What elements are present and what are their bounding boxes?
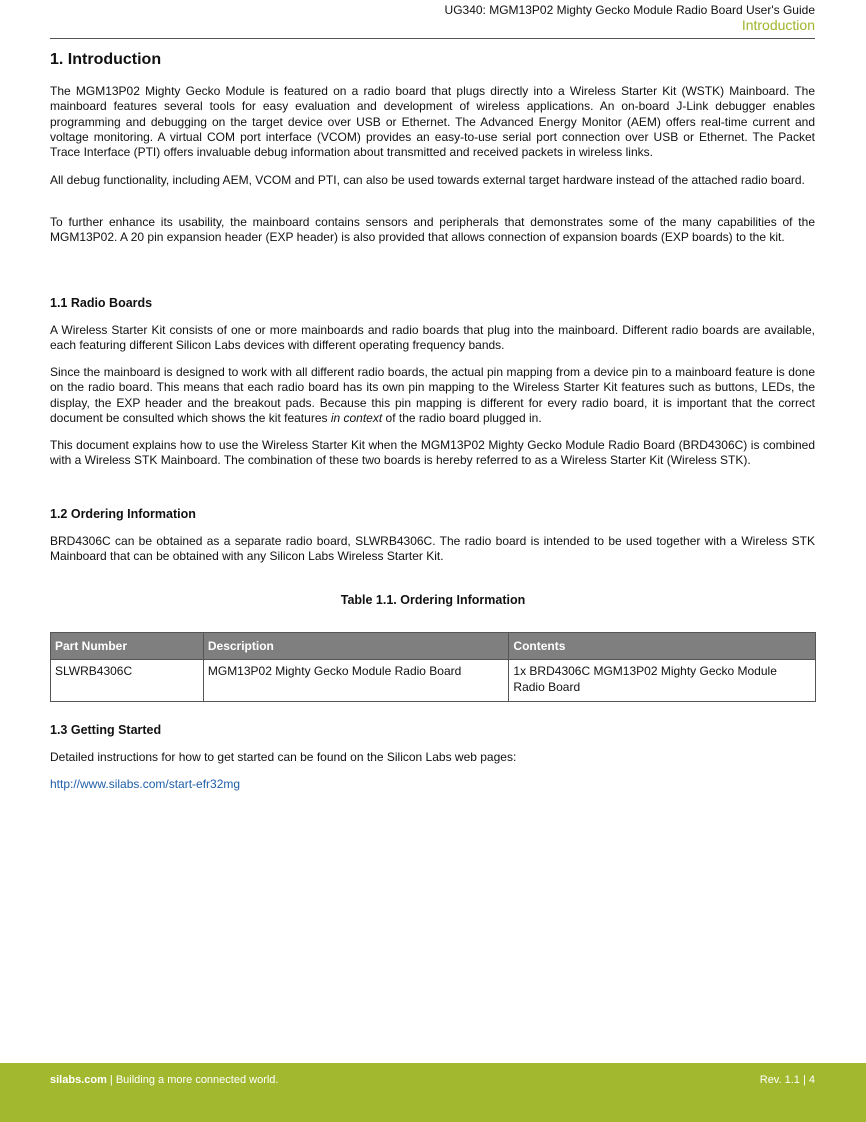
getting-started-paragraph: Detailed instructions for how to get started can be found on the Silicon Labs web pages: — [50, 750, 517, 764]
section-name: Introduction — [741, 17, 815, 33]
column-header: Description — [203, 633, 509, 660]
heading-introduction: 1. Introduction — [50, 51, 162, 68]
ordering-paragraph: BRD4306C can be obtained as a separate radio board, SLWRB4306C. The radio board is intended to be used together with a Wireless STK Mainboard that can be obtained with any Silicon Labs Wireless Starter Kit. — [50, 534, 815, 564]
document-title: UG340: MGM13P02 Mighty Gecko Module Radio Board User's Guide — [444, 3, 815, 17]
table-row — [51, 660, 816, 702]
table-header-row — [51, 633, 816, 660]
heading-radio-boards: 1.1 Radio Boards — [50, 296, 153, 310]
intro-paragraph-3: To further enhance its usability, the mainboard contains sensors and peripherals that demonstrates some of the many capabilities of the MGM13P02. A 20 pin expansion header (EXP header) is also provided that allows connection of expansion boards (EXP boards) to the kit. — [50, 215, 815, 245]
heading-ordering-information: 1.2 Ordering Information — [50, 507, 196, 521]
heading-getting-started: 1.3 Getting Started — [50, 723, 162, 737]
header-divider — [50, 38, 815, 39]
footer-revision-page: Rev. 1.1 | 4 — [759, 1074, 815, 1086]
radio-boards-paragraph-1: A Wireless Starter Kit consists of one or more mainboards and radio boards that plug into the mainboard. Different radio boards are available, each featuring different Silicon Labs devices with different operating frequency bands. — [50, 323, 815, 353]
column-header: Part Number — [51, 633, 204, 660]
column-header: Contents — [509, 633, 816, 660]
intro-paragraph-2: All debug functionality, including AEM, VCOM and PTI, can also be used towards external target hardware instead of the attached radio board. — [50, 173, 805, 187]
text: of the radio board plugged in. — [382, 410, 542, 425]
radio-boards-paragraph-2 — [50, 365, 815, 426]
ordering-table — [50, 632, 816, 702]
start-link[interactable]: http://www.silabs.com/start-efr32mg — [50, 777, 241, 791]
radio-boards-paragraph-3: This document explains how to use the Wireless Starter Kit when the MGM13P02 Mighty Gecko Module Radio Board (BRD4306C) is combined with a Wireless STK Mainboard. The combination of these two boards is hereby referred to as a Wireless Starter Kit (Wireless STK). — [50, 438, 815, 468]
page-footer — [0, 1063, 866, 1122]
table-cell: MGM13P02 Mighty Gecko Module Radio Board — [203, 660, 509, 702]
text: Since the mainboard is designed to work with all different radio boards, the actual pin mapping from a device pin to a mainboard feature is done on the radio board. This means that each radio board has its own pin mapping to the Wireless Starter Kit features such as buttons, LEDs, the display, the EXP header and the breakout pads. Because this pin mapping is different for every radio board, it is important that the correct document be consulted which shows the kit features — [50, 365, 815, 425]
table-caption: Table 1.1. Ordering Information — [340, 593, 526, 607]
table-cell: SLWRB4306C — [51, 660, 204, 702]
intro-paragraph-1: The MGM13P02 Mighty Gecko Module is featured on a radio board that plugs directly into a Wireless Starter Kit (WSTK) Mainboard. The mainboard features several tools for easy evaluation and development of wireless applications. An on-board J-Link debugger enables programming and debugging on the target device over USB or Ethernet. The Advanced Energy Monitor (AEM) offers real-time current and voltage monitoring. A virtual COM port interface (VCOM) provides an easy-to-use serial port connection over USB or Ethernet. The Packet Trace Interface (PTI) offers invaluable debug information about transmitted and received packets in wireless links. — [50, 84, 815, 160]
table-cell: 1x BRD4306C MGM13P02 Mighty Gecko Module Radio Board — [509, 660, 816, 702]
footer-site: silabs.com — [50, 1074, 107, 1086]
footer-tagline: | Building a more connected world. — [106, 1074, 279, 1086]
footer-left — [50, 1074, 278, 1086]
emphasis-text: in context — [330, 410, 383, 425]
